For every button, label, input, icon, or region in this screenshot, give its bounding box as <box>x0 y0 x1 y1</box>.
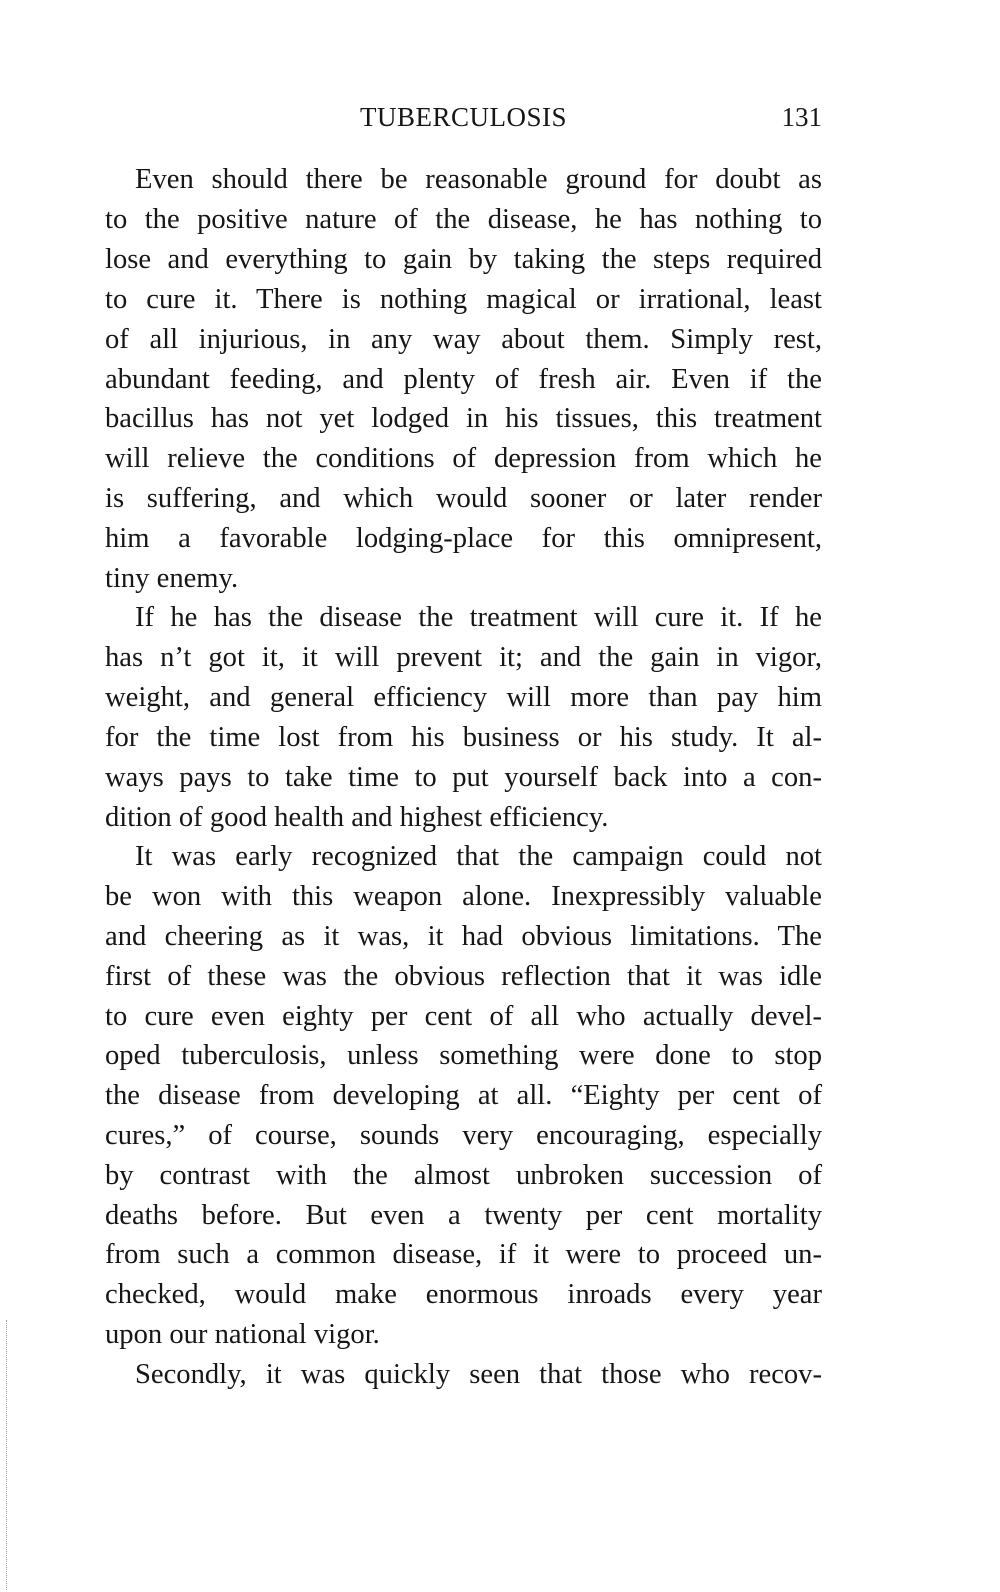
text-line: from such a common disease, if it were to proceed un- <box>105 1239 822 1270</box>
text-line: dition of good health and highest efficiency. <box>105 802 609 833</box>
text-line: by contrast with the almost unbroken succession of <box>105 1160 822 1191</box>
text-line: him a favorable lodging-place for this omnipresent, <box>105 523 822 554</box>
page-header <box>105 102 822 138</box>
text-line: has n’t got it, it will prevent it; and the gain in vigor, <box>105 642 822 673</box>
text-line: be won with this weapon alone. Inexpressibly valuable <box>105 881 822 912</box>
text-line: upon our national vigor. <box>105 1319 380 1350</box>
text-line: for the time lost from his business or his study. It al- <box>105 722 822 753</box>
text-line: ways pays to take time to put yourself back into a con- <box>105 762 822 793</box>
text-line: checked, would make enormous inroads every year <box>105 1279 822 1310</box>
text-line: tiny enemy. <box>105 563 239 594</box>
text-line: to cure even eighty per cent of all who actually devel- <box>105 1001 822 1032</box>
text-line: Even should there be reasonable ground for doubt as <box>135 164 822 195</box>
page-number: 131 <box>781 102 822 132</box>
text-line: will relieve the conditions of depression from which he <box>105 443 822 474</box>
text-line: the disease from developing at all. “Eighty per cent of <box>105 1080 822 1111</box>
text-line: deaths before. But even a twenty per cent mortality <box>105 1200 822 1231</box>
scan-edge-marks <box>6 1320 10 1590</box>
text-line: bacillus has not yet lodged in his tissues, this treatment <box>105 403 822 434</box>
text-line: If he has the disease the treatment will cure it. If he <box>135 602 822 633</box>
text-line: to the positive nature of the disease, he has nothing to <box>105 204 822 235</box>
text-line: is suffering, and which would sooner or later render <box>105 483 822 514</box>
text-line: to cure it. There is nothing magical or irrational, least <box>105 284 822 315</box>
running-head: TUBERCULOSIS <box>359 102 568 132</box>
text-line: weight, and general efficiency will more than pay him <box>105 682 822 713</box>
text-line: abundant feeding, and plenty of fresh air. Even if the <box>105 364 822 395</box>
text-line: first of these was the obvious reflection that it was idle <box>105 961 822 992</box>
text-line: oped tuberculosis, unless something were done to stop <box>105 1040 822 1071</box>
text-line: lose and everything to gain by taking the steps required <box>105 244 822 275</box>
text-line: Secondly, it was quickly seen that those who recov- <box>135 1359 822 1390</box>
text-line: cures,” of course, sounds very encouraging, especially <box>105 1120 822 1151</box>
text-line: It was early recognized that the campaign could not <box>135 841 822 872</box>
text-line: and cheering as it was, it had obvious limitations. The <box>105 921 822 952</box>
text-line: of all injurious, in any way about them. Simply rest, <box>105 324 822 355</box>
